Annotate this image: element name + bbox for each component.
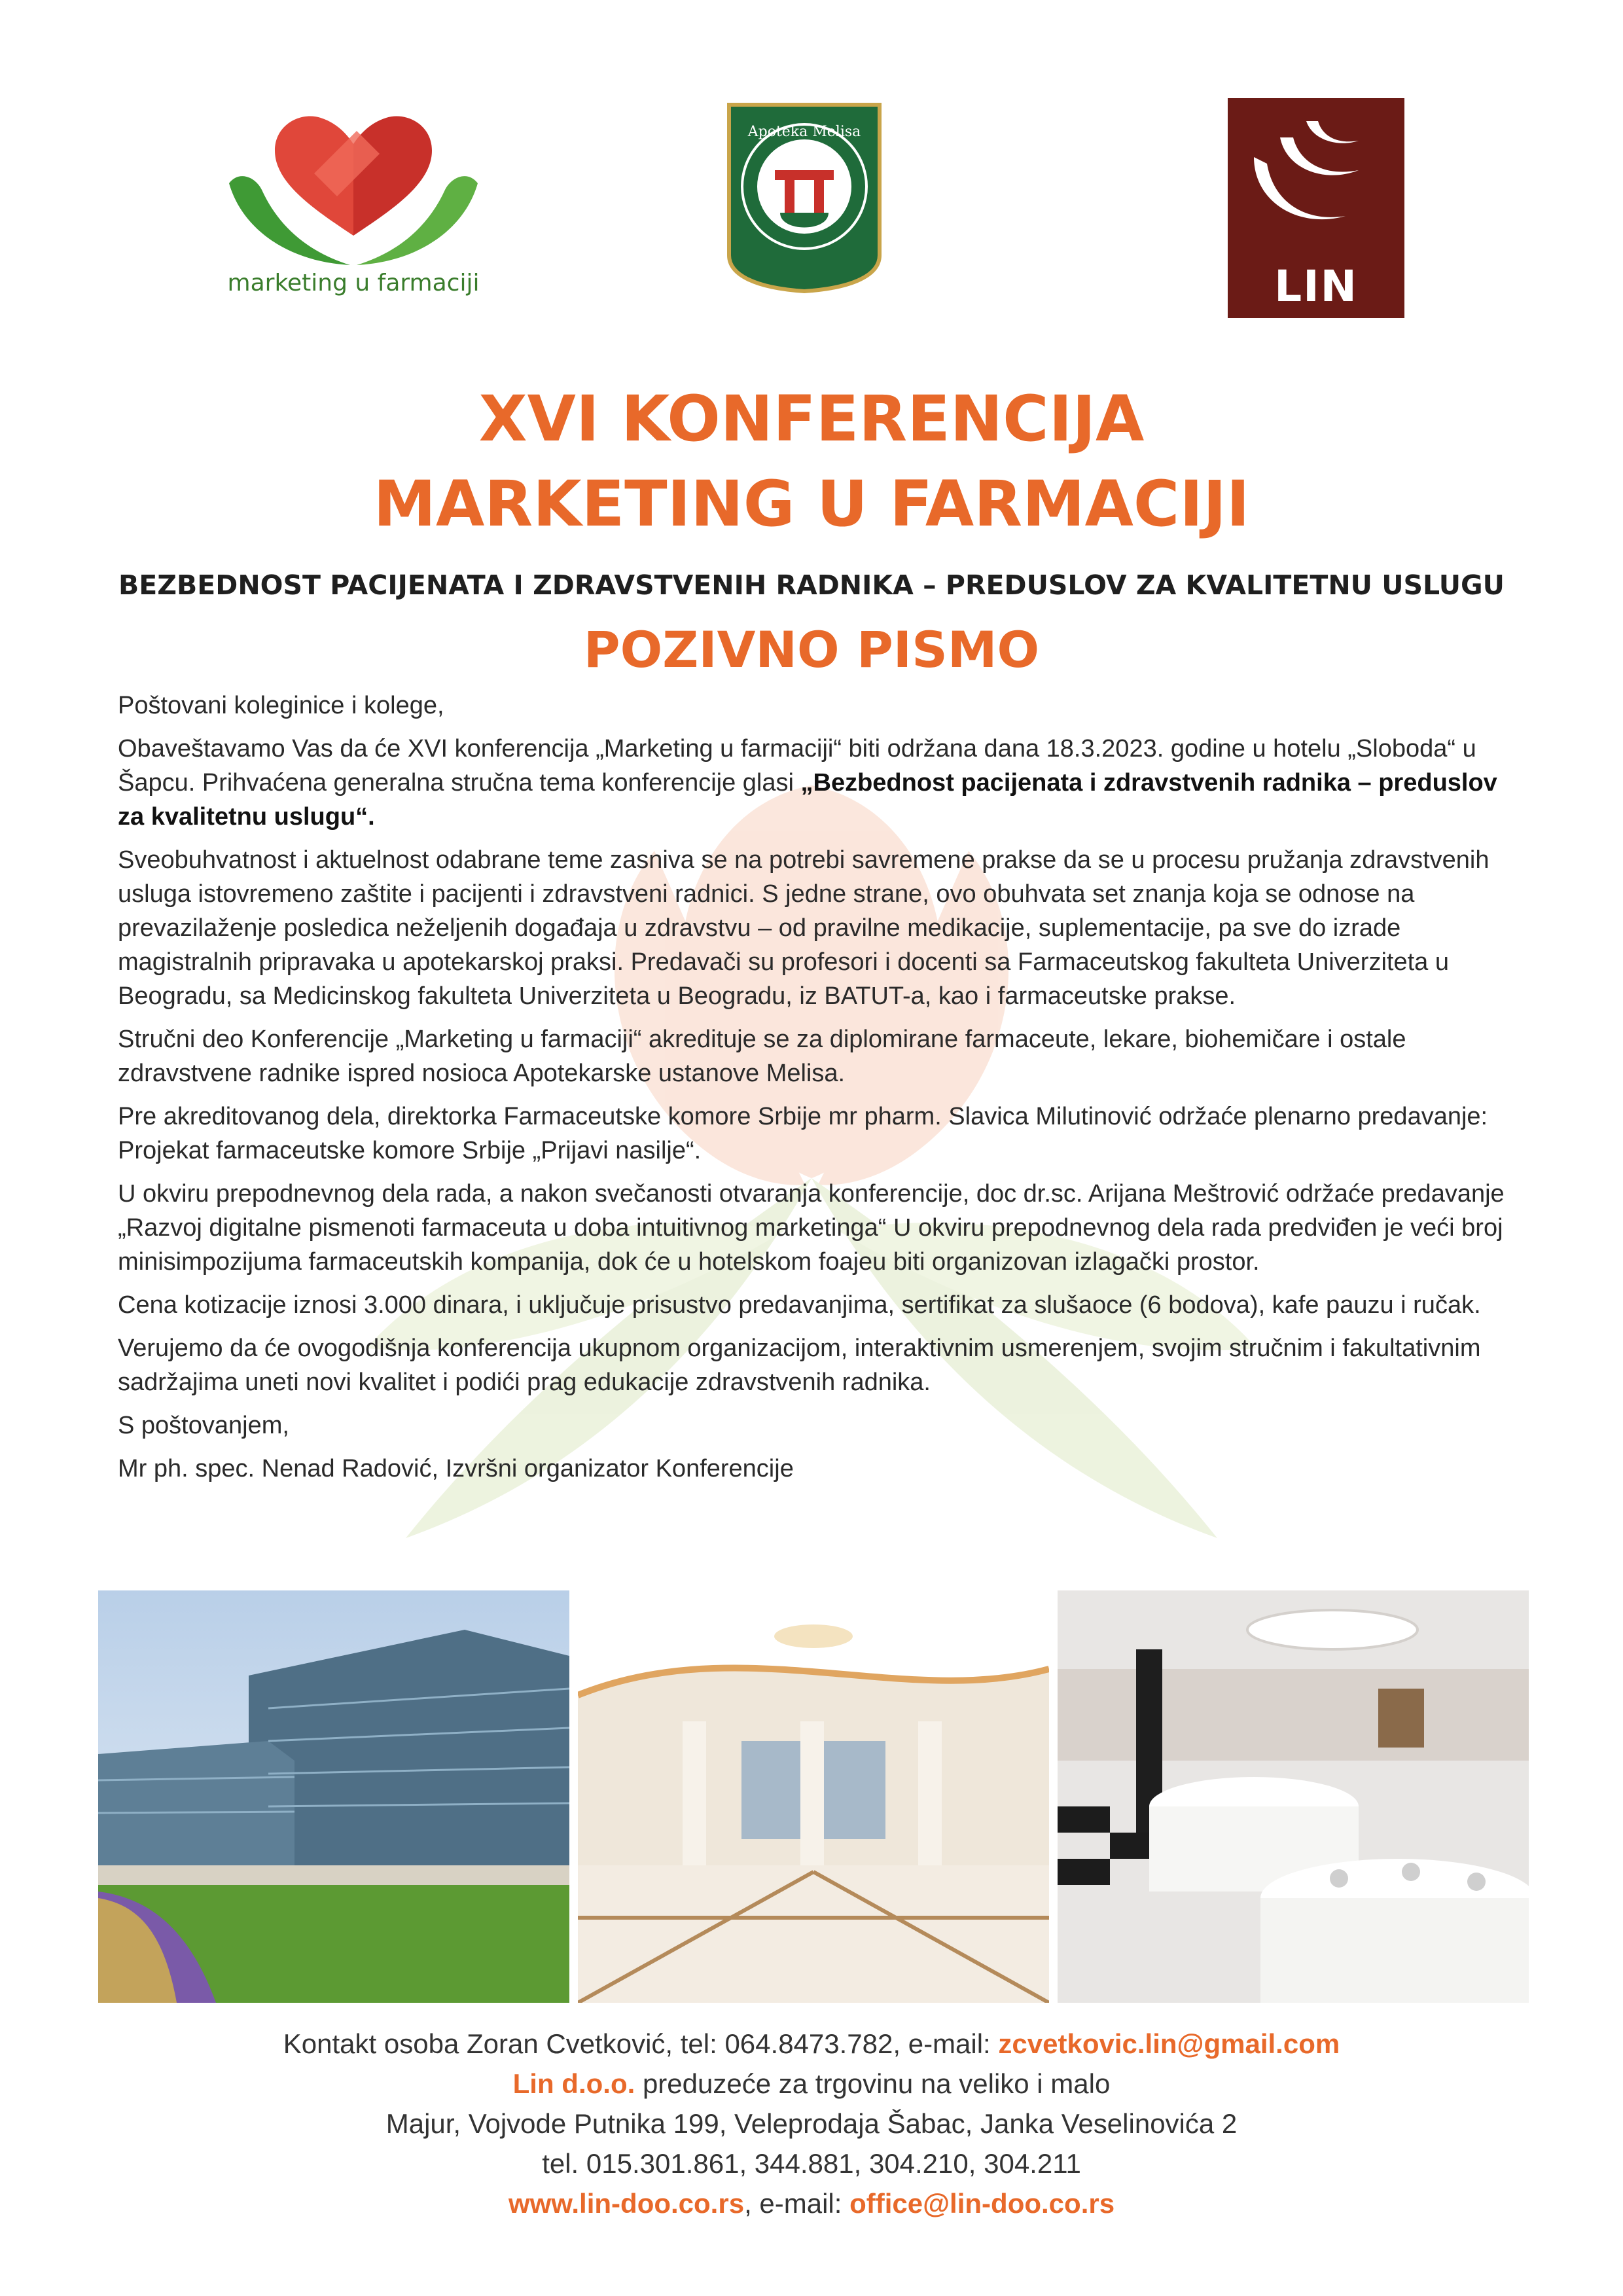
- letter-closing: S poštovanjem,: [118, 1412, 289, 1439]
- letter-paragraph-1: [118, 732, 1518, 834]
- footer-contact-text: Kontakt osoba Zoran Cvetković, tel: 064.8473.782, e-mail:: [283, 2028, 999, 2059]
- footer-email-label: , e-mail:: [744, 2188, 850, 2219]
- marketing-u-farmaciji-logo: [216, 105, 491, 314]
- footer-web-line: [0, 2183, 1623, 2223]
- letter-theme-bold: „Bezbednost pacijenata i zdravstvenih radnika – preduslov za kvalitetnu uslugu“.: [118, 769, 1497, 831]
- conference-title-line1: XVI KONFERENCIJA: [478, 382, 1145, 456]
- hotel-lobby-photo: [578, 1590, 1049, 2003]
- apoteka-ring-text: Apoteka Melisa: [747, 124, 861, 140]
- heart-hands-icon: [216, 105, 491, 268]
- contact-email-link[interactable]: zcvetkovic.lin@gmail.com: [998, 2028, 1340, 2059]
- lin-swirl-icon: [1228, 98, 1404, 262]
- letter-signature: Mr ph. spec. Nenad Radović, Izvršni organizator Konferencije: [118, 1455, 794, 1482]
- apoteka-melisa-logo: [722, 98, 886, 295]
- letter-paragraph-3: Stručni deo Konferencije „Marketing u farmaciji“ akredituje se za diplomirane farmaceute, lekare, biohemičare i ostale zdravstvene radnike ispred nosioca Apotekarske ustanove Melisa.: [118, 1026, 1406, 1087]
- office-email-link[interactable]: office@lin-doo.co.rs: [849, 2188, 1115, 2219]
- company-name: Lin d.o.o.: [512, 2068, 635, 2099]
- letter-paragraph-4: Pre akreditovanog dela, direktorka Farmaceutske komore Srbije mr pharm. Slavica Milutinović održaće plenarno predavanje: Projekat farmaceutske komore Srbije „Prijavi nasilje“.: [118, 1103, 1488, 1164]
- footer-contact-line: [0, 2024, 1623, 2064]
- footer-address-line: Majur, Vojvode Putnika 199, Veleprodaja Šabac, Janka Veselinovića 2: [385, 2108, 1238, 2139]
- letter-paragraph-7: Verujemo da će ovogodišnja konferencija ukupnom organizacijom, interaktivnim usmerenjem, svojim stručnim i fakultativnim sadržajima uneti novi kvalitet i podići prag edukacije zdravstvenih radnika.: [118, 1335, 1481, 1396]
- marketing-logo-caption: marketing u farmaciji: [227, 270, 480, 296]
- lin-logo: [1228, 98, 1404, 318]
- letter-paragraph-1-text: Obaveštavamo Vas da će XVI konferencija „Marketing u farmaciji“ biti održana dana 18.3.2023. godine u hotelu „Sloboda“ u Šapcu. Prihvaćena generalna stručna tema konferencije glasi: [118, 735, 1476, 797]
- invitation-letter-body: [118, 689, 1518, 1495]
- letter-paragraph-6: Cena kotizacije iznosi 3.000 dinara, i uključuje prisustvo predavanjima, sertifikat za slušaoce (6 bodova), kafe pauzu i ručak.: [118, 1291, 1481, 1319]
- conference-title-line2: MARKETING U FARMACIJI: [373, 467, 1250, 541]
- contact-footer: [0, 2024, 1623, 2223]
- lin-logo-text: LIN: [1274, 261, 1358, 312]
- hotel-exterior-photo: [98, 1590, 569, 2003]
- letter-greeting: Poštovani koleginice i kolege,: [118, 692, 444, 719]
- conference-theme-subtitle: BEZBEDNOST PACIJENATA I ZDRAVSTVENIH RADNIKA – PREDUSLOV ZA KVALITETNU USLUGU: [118, 569, 1505, 601]
- company-description: preduzeće za trgovinu na veliko i malo: [635, 2068, 1111, 2099]
- invitation-letter-heading: POZIVNO PISMO: [583, 620, 1040, 679]
- letter-paragraph-2: Sveobuhvatnost i aktuelnost odabrane teme zasniva se na potrebi savremene prakse da se u procesu pružanja zdravstvenih usluga istovremeno zaštite i pacijenti i zdravstveni radnici. S jedne strane, ovo obuhvata set znanja koja se odnose na prevazilaženje posledica neželjenih događaja u zdravstvu – od pravilne medikacije, suplementacije, pa sve do izrade magistralnih pripravaka u apotekarskoj praksi. Predavači su profesori i docenti sa Farmaceutskog fakulteta Univerziteta u Beogradu, sa Medicinskog fakulteta Univerziteta u Beogradu, iz BATUT-a, kao i farmaceutske prakse.: [118, 846, 1489, 1010]
- website-link[interactable]: www.lin-doo.co.rs: [508, 2188, 745, 2219]
- letter-paragraph-5: U okviru prepodnevnog dela rada, a nakon svečanosti otvaranja konferencije, doc dr.sc. Arijana Meštrović održaće predavanje „Razvoj digitalne pismenoti farmaceuta u doba intuitivnog marketinga“ U okviru prepodnevnog dela rada predviđen je veći broj minisimpozijuma farmaceutskih kompanija, dok će u hotelskom foajeu biti organizovan izlagački prostor.: [118, 1180, 1505, 1276]
- footer-phone-line: tel. 015.301.861, 344.881, 304.210, 304.211: [542, 2148, 1081, 2179]
- footer-company-line: [0, 2064, 1623, 2104]
- hotel-banquet-hall-photo: [1058, 1590, 1529, 2003]
